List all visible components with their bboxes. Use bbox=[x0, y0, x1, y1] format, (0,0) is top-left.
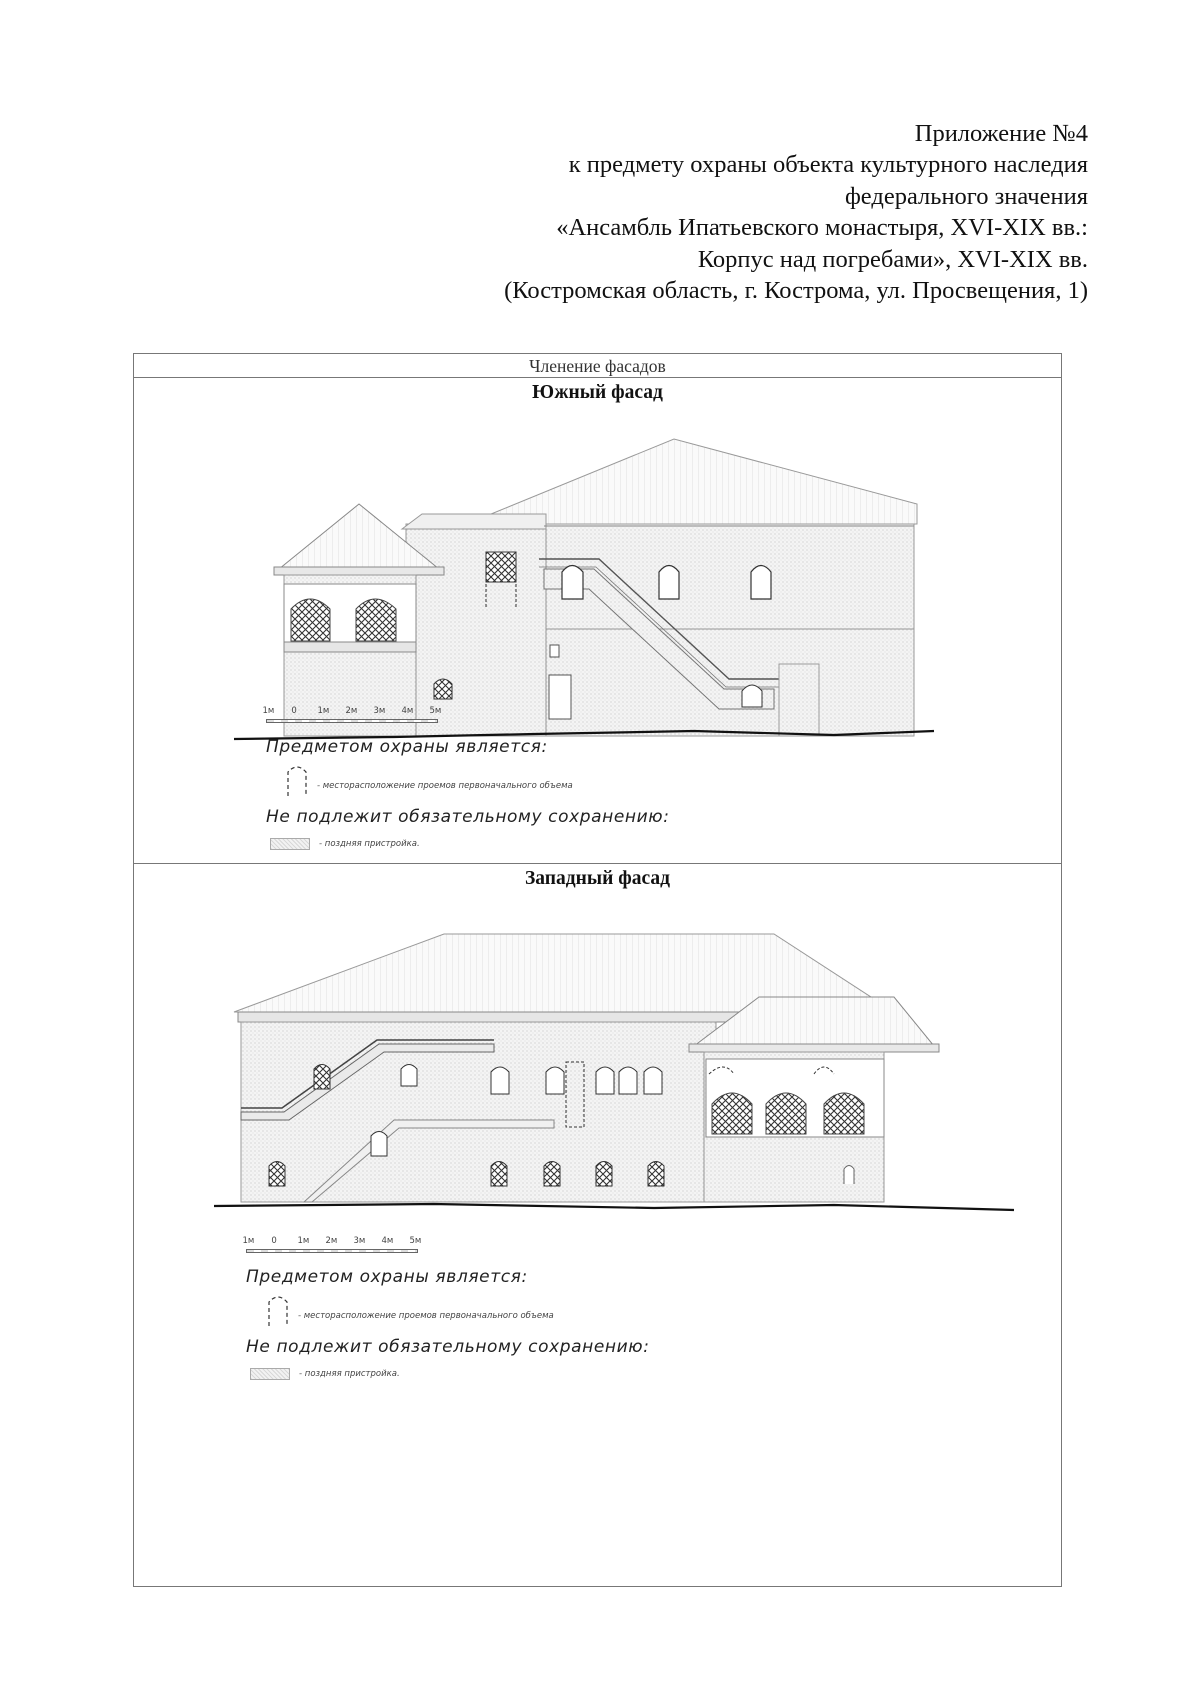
west-window-mid bbox=[371, 1132, 387, 1157]
scale-tick: 4м bbox=[401, 706, 414, 716]
south-legend-protected-heading: Предметом охраны является: bbox=[266, 737, 548, 757]
south-left-annex bbox=[406, 524, 546, 736]
south-legend-not-required-heading: Не подлежит обязательному сохранению: bbox=[266, 807, 670, 827]
west-window-upper-3 bbox=[491, 1067, 509, 1094]
scale-tick: 5м bbox=[409, 1236, 422, 1246]
west-tower-small-window bbox=[844, 1166, 854, 1185]
west-legend-not-required-note: - поздняя пристройка. bbox=[299, 1369, 400, 1379]
south-main-roof bbox=[474, 439, 917, 524]
west-window-lower-1 bbox=[269, 1162, 285, 1187]
scale-tick: 0 bbox=[291, 706, 297, 716]
south-facade-title: Южный фасад bbox=[532, 382, 663, 403]
south-tower-arched-window bbox=[434, 679, 452, 699]
west-window-upper-2 bbox=[401, 1065, 417, 1087]
header-line-building: Корпус над погребами», XVI-XIX вв. bbox=[697, 245, 1088, 273]
south-window-lower-arch bbox=[742, 685, 762, 707]
late-addition-swatch bbox=[270, 838, 310, 850]
scale-tick: 1м bbox=[317, 706, 330, 716]
scale-tick: 4м bbox=[381, 1236, 394, 1246]
document-header bbox=[328, 118, 1088, 306]
west-window-lower-3 bbox=[544, 1162, 560, 1187]
west-ground-line bbox=[214, 1204, 1014, 1210]
header-line-address: (Костромская область, г. Кострома, ул. Просвещения, 1) bbox=[504, 277, 1088, 305]
west-window-lower-2 bbox=[491, 1162, 507, 1187]
scale-tick: 1м bbox=[242, 1236, 255, 1246]
scale-tick: 3м bbox=[353, 1236, 366, 1246]
south-annex-roof bbox=[402, 514, 546, 529]
west-window-upper-6 bbox=[619, 1067, 637, 1094]
south-scale-bar bbox=[262, 706, 466, 728]
west-window-upper-4 bbox=[546, 1067, 564, 1094]
scale-bar-graphic bbox=[246, 1249, 418, 1253]
south-main-lower-wall bbox=[544, 629, 914, 736]
scale-bar-graphic bbox=[266, 719, 438, 723]
header-line-appendix: Приложение №4 bbox=[914, 120, 1088, 147]
west-tower-arch-3 bbox=[824, 1093, 864, 1134]
west-window-upper-5 bbox=[596, 1067, 614, 1094]
south-facade-drawing bbox=[134, 409, 1061, 749]
west-window-lower-4 bbox=[596, 1162, 612, 1187]
west-window-upper-1 bbox=[314, 1065, 330, 1090]
header-line-significance: федерального значения bbox=[844, 182, 1088, 210]
protected-opening-symbol bbox=[286, 762, 308, 798]
west-tower-arch-2 bbox=[766, 1093, 806, 1134]
scale-tick: 5м bbox=[429, 706, 442, 716]
west-legend-protected-heading: Предметом охраны является: bbox=[246, 1267, 528, 1287]
late-addition-swatch bbox=[250, 1368, 290, 1380]
west-scale-bar bbox=[242, 1236, 446, 1258]
south-window-small bbox=[550, 645, 559, 657]
south-window-upper-2 bbox=[659, 566, 679, 600]
west-facade-drawing bbox=[134, 894, 1061, 1224]
south-window-upper-1 bbox=[562, 566, 583, 600]
scale-tick: 2м bbox=[345, 706, 358, 716]
section-divider bbox=[134, 863, 1061, 864]
west-window-lower-5 bbox=[648, 1162, 664, 1187]
south-tower-arch-left bbox=[291, 599, 330, 641]
west-window-upper-7 bbox=[644, 1067, 662, 1094]
south-tower-eave bbox=[274, 567, 444, 575]
south-legend-protected-note: - месторасположение проемов первоначального объема bbox=[317, 781, 573, 791]
west-legend-protected-note: - месторасположение проемов первоначального объема bbox=[298, 1311, 554, 1321]
scale-tick: 3м bbox=[373, 706, 386, 716]
south-door bbox=[549, 675, 571, 719]
south-annex-lattice-window bbox=[486, 552, 516, 582]
west-legend-not-required-heading: Не подлежит обязательному сохранению: bbox=[246, 1337, 650, 1357]
south-right-annex bbox=[779, 664, 819, 736]
scale-tick: 1м bbox=[262, 706, 275, 716]
protected-opening-symbol bbox=[267, 1292, 289, 1328]
south-legend-not-required-note: - поздняя пристройка. bbox=[319, 839, 420, 849]
frame-title: Членение фасадов bbox=[134, 354, 1061, 378]
scale-tick: 1м bbox=[297, 1236, 310, 1246]
scale-tick: 0 bbox=[271, 1236, 277, 1246]
south-window-upper-3 bbox=[751, 566, 771, 600]
south-tower-balustrade bbox=[284, 642, 416, 652]
west-tower-eave bbox=[689, 1044, 939, 1052]
facades-frame bbox=[133, 353, 1062, 1587]
west-tower-arch-1 bbox=[712, 1093, 752, 1134]
south-tower-arch-right bbox=[356, 599, 396, 641]
header-line-ensemble: «Ансамбль Ипатьевского монастыря, XVI-XIX вв.: bbox=[556, 214, 1088, 242]
header-line-subject: к предмету охраны объекта культурного наследия bbox=[568, 151, 1088, 179]
scale-tick: 2м bbox=[325, 1236, 338, 1246]
west-facade-title: Западный фасад bbox=[525, 868, 670, 889]
